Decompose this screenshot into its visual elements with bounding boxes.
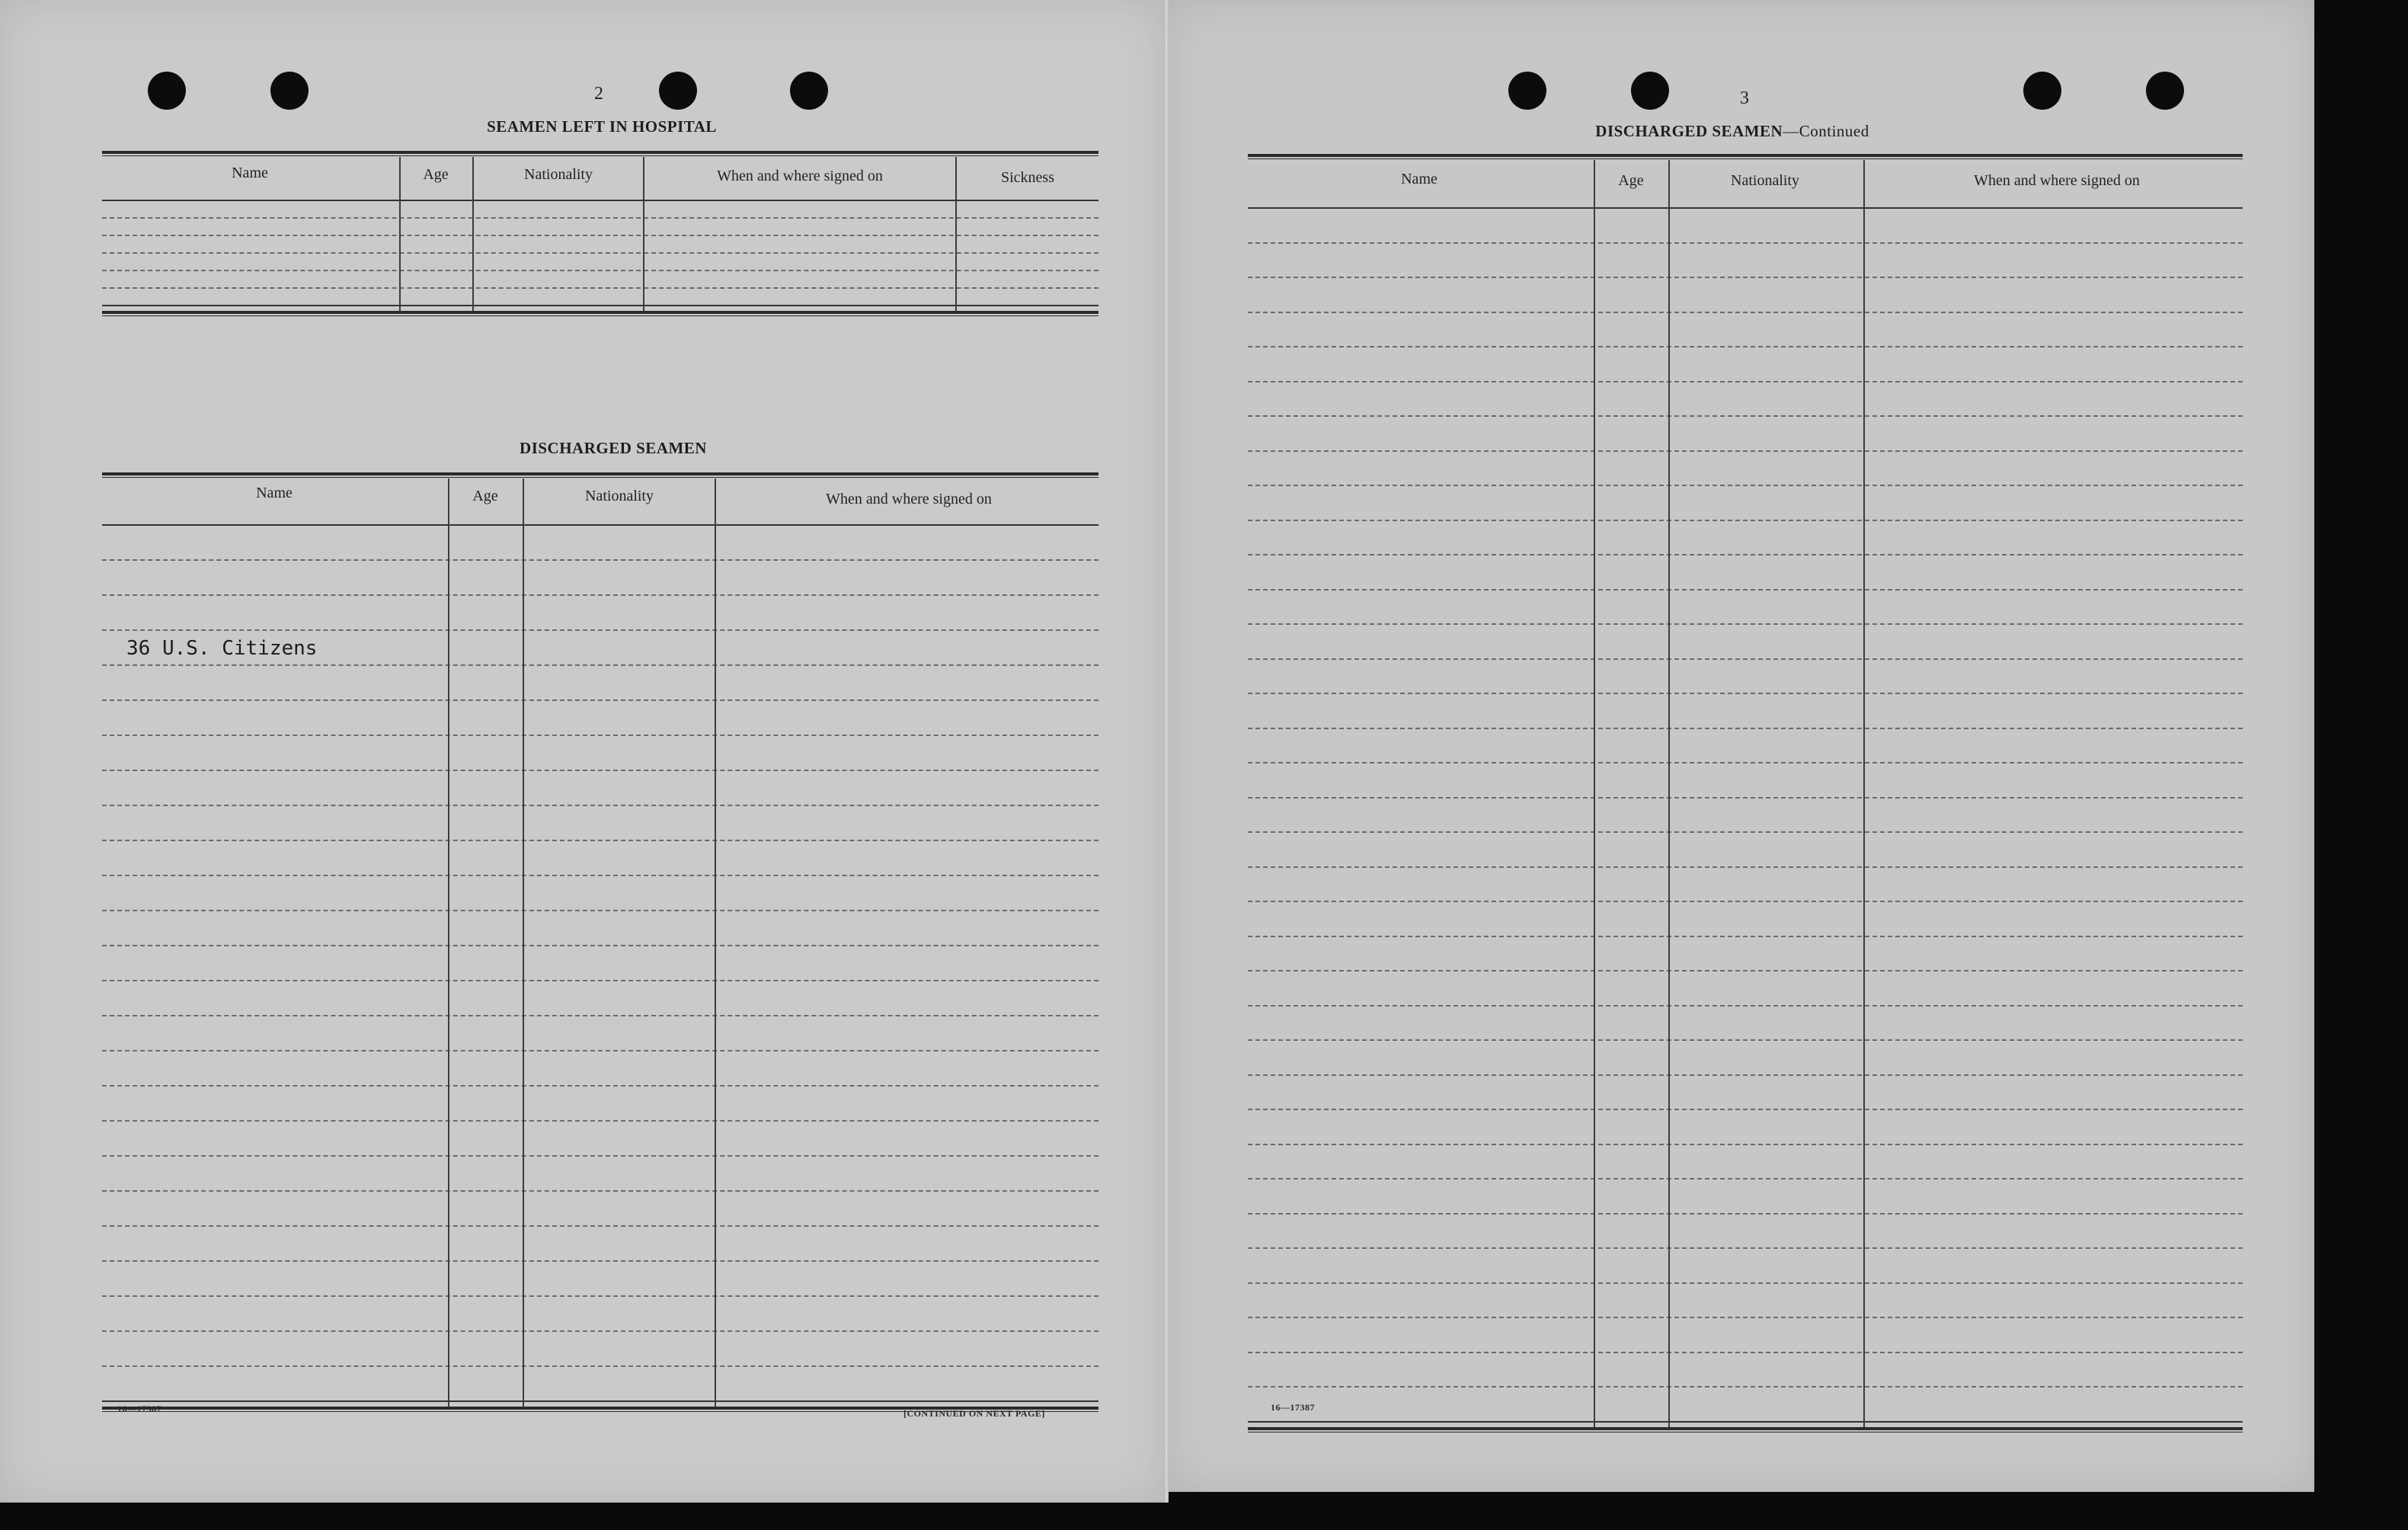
row-line xyxy=(102,270,1098,271)
right-page xyxy=(1166,0,2314,1492)
row-line xyxy=(1248,346,2243,347)
row-line xyxy=(102,1400,1098,1402)
column-header-name: Name xyxy=(256,485,293,501)
column-divider xyxy=(448,479,449,1407)
row-line xyxy=(102,1085,1098,1087)
row-line xyxy=(102,1050,1098,1051)
row-line xyxy=(1248,520,2243,521)
row-line xyxy=(1248,1039,2243,1041)
row-line xyxy=(1248,312,2243,313)
column-header-signed-on: When and where signed on xyxy=(1974,172,2140,189)
column-divider xyxy=(523,479,524,1407)
row-line xyxy=(102,235,1098,236)
column-divider xyxy=(472,157,474,311)
row-line xyxy=(102,1155,1098,1157)
row-line xyxy=(1248,866,2243,868)
column-header-age: Age xyxy=(423,166,449,183)
column-header-signed-on: When and where signed on xyxy=(826,491,992,507)
row-line xyxy=(1248,831,2243,833)
row-line xyxy=(1248,1352,2243,1353)
column-header-age: Age xyxy=(1618,172,1644,189)
page-number: 3 xyxy=(1740,88,1749,108)
discharged-continued-title xyxy=(1595,122,1869,141)
form-number: 16—17387 xyxy=(117,1404,161,1414)
row-line xyxy=(1248,1178,2243,1180)
row-line xyxy=(102,559,1098,561)
row-line xyxy=(1248,589,2243,591)
column-header-name: Name xyxy=(232,165,268,181)
row-line xyxy=(102,1225,1098,1227)
discharged-table-title: DISCHARGED SEAMEN xyxy=(520,439,707,457)
row-line xyxy=(1248,693,2243,694)
row-line xyxy=(1248,728,2243,729)
row-line xyxy=(102,1015,1098,1016)
seamen-count-entry: 36 U.S. Citizens xyxy=(126,637,318,660)
form-number: 16—17387 xyxy=(1271,1402,1315,1413)
row-line xyxy=(1248,1005,2243,1007)
punch-hole xyxy=(148,72,186,110)
row-line xyxy=(102,699,1098,701)
row-line xyxy=(1248,1386,2243,1388)
table-top-rule xyxy=(1248,154,2243,159)
row-line xyxy=(1248,623,2243,625)
row-line xyxy=(102,217,1098,219)
row-line xyxy=(102,910,1098,911)
row-line xyxy=(102,1120,1098,1122)
row-line xyxy=(1248,1247,2243,1249)
continued-note: [CONTINUED ON NEXT PAGE] xyxy=(903,1408,1045,1419)
column-divider xyxy=(1668,160,1670,1427)
table-top-rule xyxy=(102,151,1098,156)
column-divider xyxy=(1594,160,1595,1427)
row-line xyxy=(1248,242,2243,244)
punch-hole xyxy=(270,72,309,110)
row-line xyxy=(1248,381,2243,382)
table-bottom-rule xyxy=(102,311,1098,316)
row-line xyxy=(102,1365,1098,1367)
row-line xyxy=(1248,762,2243,763)
row-line xyxy=(1248,485,2243,486)
row-line xyxy=(102,735,1098,736)
left-page xyxy=(0,0,1166,1503)
row-line xyxy=(102,305,1098,306)
row-line xyxy=(1248,1317,2243,1318)
header-rule xyxy=(1248,207,2243,209)
page-fold xyxy=(1164,0,1169,1503)
column-header-nationality: Nationality xyxy=(524,166,593,183)
page-number: 2 xyxy=(594,84,603,104)
row-line xyxy=(1248,1074,2243,1076)
punch-hole xyxy=(2146,72,2184,110)
row-line xyxy=(102,1295,1098,1297)
column-header-age: Age xyxy=(472,488,498,504)
title-suffix: —Continued xyxy=(1783,122,1869,140)
row-line xyxy=(1248,554,2243,555)
column-header-name: Name xyxy=(1401,171,1437,187)
column-header-nationality: Nationality xyxy=(585,488,654,504)
row-line xyxy=(1248,450,2243,452)
row-line xyxy=(1248,901,2243,902)
row-line xyxy=(102,840,1098,841)
row-line xyxy=(1248,936,2243,937)
row-line xyxy=(1248,1213,2243,1215)
title-main: DISCHARGED SEAMEN xyxy=(1595,122,1783,140)
column-divider xyxy=(1863,160,1865,1427)
header-rule xyxy=(102,200,1098,201)
row-line xyxy=(102,875,1098,876)
row-line xyxy=(102,594,1098,596)
row-line xyxy=(102,252,1098,254)
row-line xyxy=(102,287,1098,289)
table-top-rule xyxy=(102,472,1098,478)
row-line xyxy=(1248,1144,2243,1145)
row-line xyxy=(102,629,1098,631)
row-line xyxy=(102,945,1098,946)
punch-hole xyxy=(790,72,828,110)
punch-hole xyxy=(1631,72,1669,110)
column-header-nationality: Nationality xyxy=(1731,172,1799,189)
row-line xyxy=(1248,658,2243,660)
column-divider xyxy=(643,157,644,311)
table-bottom-rule xyxy=(1248,1427,2243,1432)
row-line xyxy=(1248,415,2243,417)
row-line xyxy=(102,1330,1098,1332)
row-line xyxy=(1248,1109,2243,1110)
row-line xyxy=(1248,970,2243,971)
row-line xyxy=(1248,1421,2243,1423)
punch-hole xyxy=(659,72,697,110)
column-header-sickness: Sickness xyxy=(1001,169,1054,186)
row-line xyxy=(102,1190,1098,1192)
row-line xyxy=(102,1260,1098,1262)
punch-hole xyxy=(2023,72,2061,110)
column-header-signed-on: When and where signed on xyxy=(717,168,883,184)
column-divider xyxy=(399,157,401,311)
row-line xyxy=(102,980,1098,981)
row-line xyxy=(1248,1282,2243,1284)
row-line xyxy=(102,805,1098,806)
column-divider xyxy=(955,157,957,311)
column-divider xyxy=(715,479,716,1407)
row-line xyxy=(1248,797,2243,799)
hospital-table-title: SEAMEN LEFT IN HOSPITAL xyxy=(487,117,717,136)
punch-hole xyxy=(1508,72,1546,110)
row-line xyxy=(1248,277,2243,278)
row-line xyxy=(102,770,1098,771)
header-rule xyxy=(102,524,1098,526)
row-line xyxy=(102,664,1098,666)
